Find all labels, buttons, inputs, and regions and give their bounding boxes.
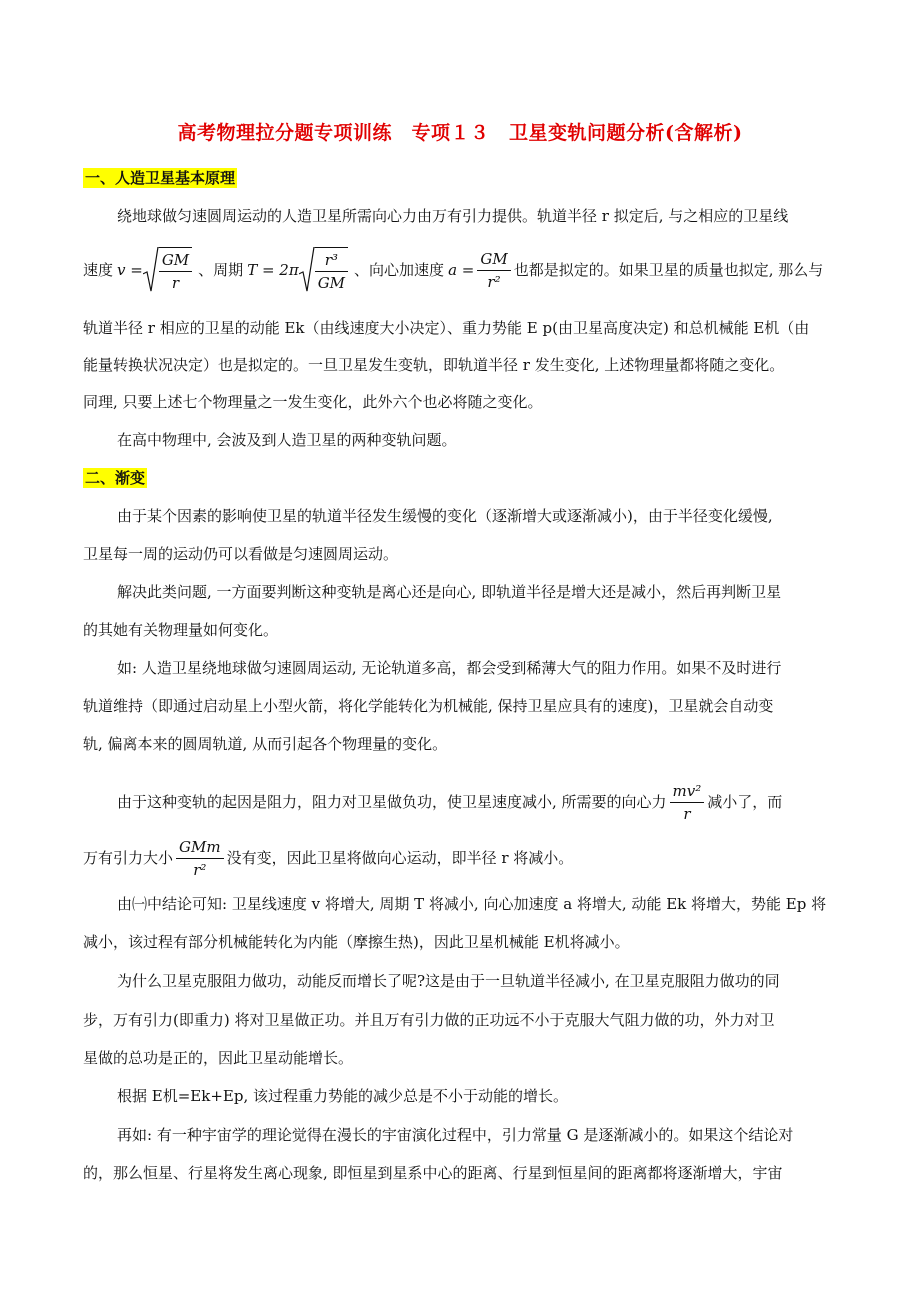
radical-icon xyxy=(143,247,159,293)
velocity-symbol: v = xyxy=(117,261,143,279)
radical-icon xyxy=(299,247,315,293)
paragraph-line: 卫星每一周的运动仍可以看做是匀速圆周运动。 xyxy=(83,545,399,563)
text-segment: 、向心加速度 xyxy=(354,261,445,279)
fraction-numerator: GM xyxy=(159,250,192,272)
gravity-fraction xyxy=(176,837,224,880)
paragraph-line: 减小，该过程有部分机械能转化为内能（摩擦生热)，因此卫星机械能 E机将减小。 xyxy=(83,933,630,951)
paragraph-line: 的其她有关物理量如何变化。 xyxy=(83,621,279,639)
section-heading-2: 二、渐变 xyxy=(85,469,146,487)
centripetal-fraction xyxy=(670,781,705,824)
page-title: 高考物理拉分题专项训练 专项１３ 卫星变轨问题分析(含解析) xyxy=(177,122,743,144)
text-segment: 、周期 xyxy=(198,261,244,279)
period-symbol: T = 2π xyxy=(247,261,299,279)
paragraph-line: 为什么卫星克服阻力做功，动能反而增长了呢?这是由于一旦轨道半径减小, 在卫星克服阻力做功的同 xyxy=(117,972,780,990)
fraction-denominator: r xyxy=(171,274,180,292)
fraction-numerator: GM xyxy=(477,249,510,271)
paragraph-line: 解决此类问题, 一方面要判断这种变轨是离心还是向心, 即轨道半径是增大还是减小，然后再判断卫星 xyxy=(117,583,782,601)
formula-line xyxy=(83,834,573,882)
text-segment: 也都是拟定的。如果卫星的质量也拟定, 那么与 xyxy=(513,261,824,279)
section-heading-1: 一、人造卫星基本原理 xyxy=(85,169,236,187)
text-segment: 速度 xyxy=(83,261,114,279)
paragraph-line: 轨道维持（即通过启动星上小型火箭，将化学能转化为机械能, 保持卫星应具有的速度)，卫星就会自动变 xyxy=(83,697,774,715)
fraction-denominator: GM xyxy=(317,274,346,292)
paragraph-line: 步，万有引力(即重力) 将对卫星做正功。并且万有引力做的正功远不小于克服大气阻力做的功，外力对卫 xyxy=(83,1011,775,1029)
paragraph-line: 根据 E机=Ek+Ep, 该过程重力势能的减少总是不小于动能的增长。 xyxy=(117,1087,568,1105)
paragraph-line: 由㈠中结论可知: 卫星线速度 v 将增大, 周期 T 将减小, 向心加速度 a 将增大, 动能 Ek 将增大，势能 Ep 将 xyxy=(117,895,827,913)
paragraph-line: 绕地球做匀速圆周运动的人造卫星所需向心力由万有引力提供。轨道半径 r 拟定后, 与之相应的卫星线 xyxy=(117,207,789,225)
velocity-sqrt xyxy=(143,247,192,293)
acceleration-symbol: a = xyxy=(448,261,475,279)
text-segment: 减小了，而 xyxy=(707,793,783,811)
fraction-denominator: r² xyxy=(487,272,501,291)
fraction-denominator: r² xyxy=(193,860,207,879)
paragraph-line: 星做的总功是正的，因此卫星动能增长。 xyxy=(83,1049,354,1067)
fraction-numerator: GMm xyxy=(176,837,224,859)
paragraph-line: 能量转换状况决定）也是拟定的。一旦卫星发生变轨，即轨道半径 r 发生变化, 上述物理量都将随之变化。 xyxy=(83,356,785,374)
text-segment: 由于这种变轨的起因是阻力，阻力对卫星做负功，使卫星速度减小, 所需要的向心力 xyxy=(117,793,667,811)
period-sqrt xyxy=(299,247,348,293)
fraction-numerator: r³ xyxy=(315,250,348,272)
fraction-denominator: r xyxy=(683,804,691,823)
paragraph-line: 同理, 只要上述七个物理量之一发生变化，此外六个也必将随之变化。 xyxy=(83,393,543,411)
text-segment: 万有引力大小 xyxy=(83,849,174,867)
fraction-numerator: mv² xyxy=(670,781,705,803)
formula-line xyxy=(83,244,823,296)
paragraph-line: 如: 人造卫星绕地球做匀速圆周运动, 无论轨道多高，都会受到稀薄大气的阻力作用。如果不及时进行 xyxy=(117,659,782,677)
paragraph-line: 的，那么恒星、行星将发生离心现象, 即恒星到星系中心的距离、行星到恒星间的距离都将逐渐增大，宇宙 xyxy=(83,1164,783,1182)
text-segment: 没有变，因此卫星将做向心运动，即半径 r 将减小。 xyxy=(226,849,574,867)
paragraph-line: 轨, 偏离本来的圆周轨道, 从而引起各个物理量的变化。 xyxy=(83,735,448,753)
acceleration-fraction xyxy=(477,249,510,292)
paragraph-line: 在高中物理中, 会波及到人造卫星的两种变轨问题。 xyxy=(117,431,457,449)
formula-line xyxy=(117,778,782,826)
paragraph-line: 由于某个因素的影响使卫星的轨道半径发生缓慢的变化（逐渐增大或逐渐减小)，由于半径变化缓慢, xyxy=(117,507,773,525)
paragraph-line: 轨道半径 r 相应的卫星的动能 Ek（由线速度大小决定）、重力势能 E p(由卫星高度决定) 和总机械能 E机（由 xyxy=(83,319,810,337)
paragraph-line: 再如: 有一种宇宙学的理论觉得在漫长的宇宙演化过程中，引力常量 G 是逐渐减小的。如果这个结论对 xyxy=(117,1126,794,1144)
